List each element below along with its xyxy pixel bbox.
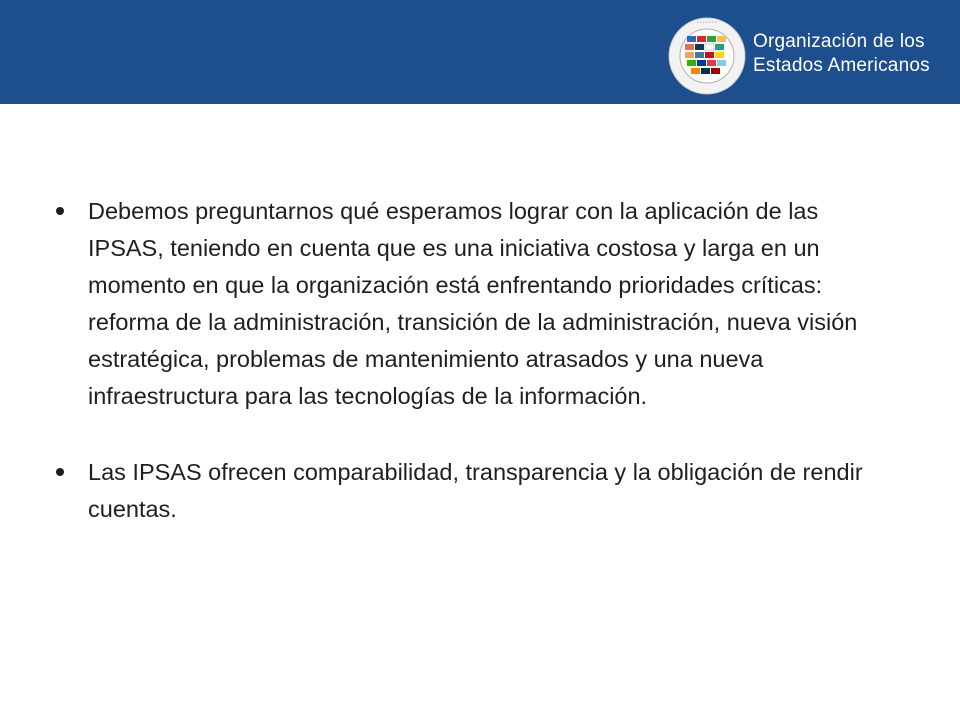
bullet-icon [56, 468, 64, 476]
bullet-text-1: Debemos preguntarnos qué esperamos lograr con la aplicación de las IPSAS, teniendo en cuenta que es una iniciativa costosa y larga en un momento en que la organización está enfrentando prioridades críticas: reforma de la administración, transición de la administración, nueva visión estratégica, problemas de mantenimiento atrasados y una nueva infraestructura para las tecnologías de la información. [88, 198, 858, 409]
bullet-item-2 [56, 454, 876, 528]
bullet-icon [56, 207, 64, 215]
org-name-line1: Organización de los [753, 31, 925, 52]
oas-seal-graphic [667, 16, 747, 96]
header-bar [0, 0, 960, 104]
oas-seal-icon [667, 16, 747, 96]
org-name-line2: Estados Americanos [753, 55, 930, 76]
org-name [753, 30, 953, 78]
svg-text:· · · · · · ·: · · · · · · · [697, 20, 717, 26]
bullet-item-1 [56, 193, 876, 415]
slide-content [56, 193, 876, 528]
bullet-text-2: Las IPSAS ofrecen comparabilidad, transparencia y la obligación de rendir cuentas. [88, 459, 863, 522]
